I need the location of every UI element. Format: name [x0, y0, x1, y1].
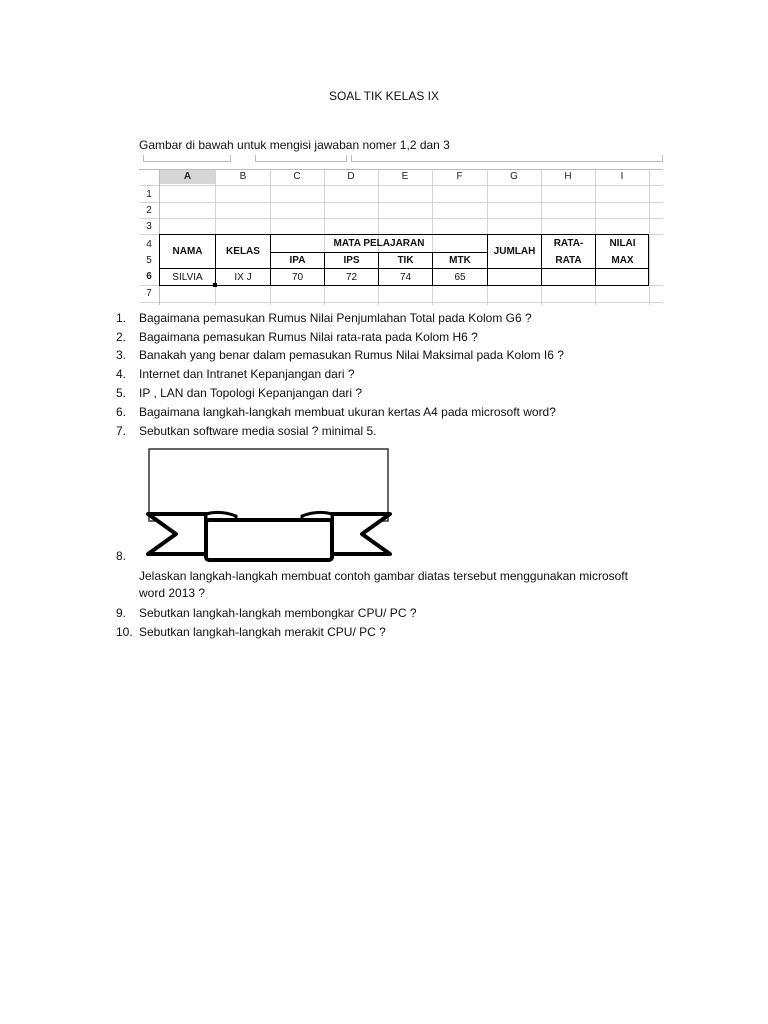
col-header-e: E [401, 171, 409, 182]
header-tik: TIK [397, 255, 414, 266]
name-box [143, 155, 231, 162]
cell-kelas: IX J [234, 271, 252, 283]
question-2: 2. Bagaimana pemasukan Rumus Nilai rata-rata pada Kolom H6 ? [116, 330, 478, 344]
header-jumlah: JUMLAH [493, 246, 536, 257]
header-nilai-line1: NILAI [609, 238, 636, 249]
col-header-g: G [510, 171, 518, 182]
row-header-3: 3 [146, 221, 152, 232]
header-ipa: IPA [289, 255, 306, 266]
col-header-c: C [293, 171, 301, 182]
question-7: 7. Sebutkan software media sosial ? minimal 5. [116, 424, 377, 438]
cell-tik: 74 [399, 271, 412, 283]
banner-ribbon-image [140, 446, 396, 564]
question-4: 4. Internet dan Intranet Kepanjangan dari ? [116, 367, 355, 381]
question-8-text-line1: Jelaskan langkah-langkah membuat contoh gambar diatas tersebut menggunakan microsoft [139, 569, 628, 583]
col-header-d: D [347, 171, 355, 182]
header-ips: IPS [343, 255, 360, 266]
question-8-text-line2: word 2013 ? [139, 586, 206, 600]
question-3: 3. Banakah yang benar dalam pemasukan Rumus Nilai Maksimal pada Kolom I6 ? [116, 348, 564, 362]
row-header-2: 2 [146, 205, 152, 216]
header-nilai-line2: MAX [611, 254, 634, 266]
header-mata-pelajaran: MATA PELAJARAN [333, 238, 425, 249]
header-nama: NAMA [172, 246, 203, 257]
question-10: 10. Sebutkan langkah-langkah merakit CPU/ PC ? [116, 625, 386, 639]
cell-ipa: 70 [291, 271, 304, 283]
header-kelas: KELAS [226, 246, 260, 257]
header-rata-line1: RATA- [553, 238, 584, 249]
header-mtk: MTK [449, 255, 471, 266]
row-header-6: 6 [146, 271, 152, 282]
col-header-b: B [239, 171, 247, 182]
row-header-5: 5 [146, 255, 152, 266]
row-header-7: 7 [146, 288, 152, 299]
spreadsheet-image [139, 155, 663, 305]
question-8: 8. [116, 549, 127, 563]
question-1: 1. Bagaimana pemasukan Rumus Nilai Penjumlahan Total pada Kolom G6 ? [116, 311, 532, 325]
cell-nama: SILVIA [172, 271, 203, 283]
cell-mtk: 65 [454, 271, 466, 283]
question-5: 5. IP , LAN dan Topologi Kepanjangan dari ? [116, 386, 363, 400]
intro-text: Gambar di bawah untuk mengisi jawaban nomer 1,2 dan 3 [139, 138, 450, 152]
function-box [255, 155, 347, 162]
col-header-a: A [160, 170, 215, 184]
col-header-f: F [456, 171, 463, 182]
col-header-i: I [620, 171, 624, 182]
fill-handle [213, 283, 217, 287]
document-title: SOAL TIK KELAS IX [328, 89, 440, 103]
row-header-4: 4 [146, 239, 152, 250]
cell-ips: 72 [345, 271, 358, 283]
row-header-1: 1 [146, 189, 152, 200]
formula-bar [351, 155, 663, 162]
question-6: 6. Bagaimana langkah-langkah membuat ukuran kertas A4 pada microsoft word? [116, 405, 556, 419]
header-rata-line2: RATA [555, 254, 582, 266]
col-header-h: H [564, 171, 572, 182]
question-9: 9. Sebutkan langkah-langkah membongkar CPU/ PC ? [116, 606, 417, 620]
